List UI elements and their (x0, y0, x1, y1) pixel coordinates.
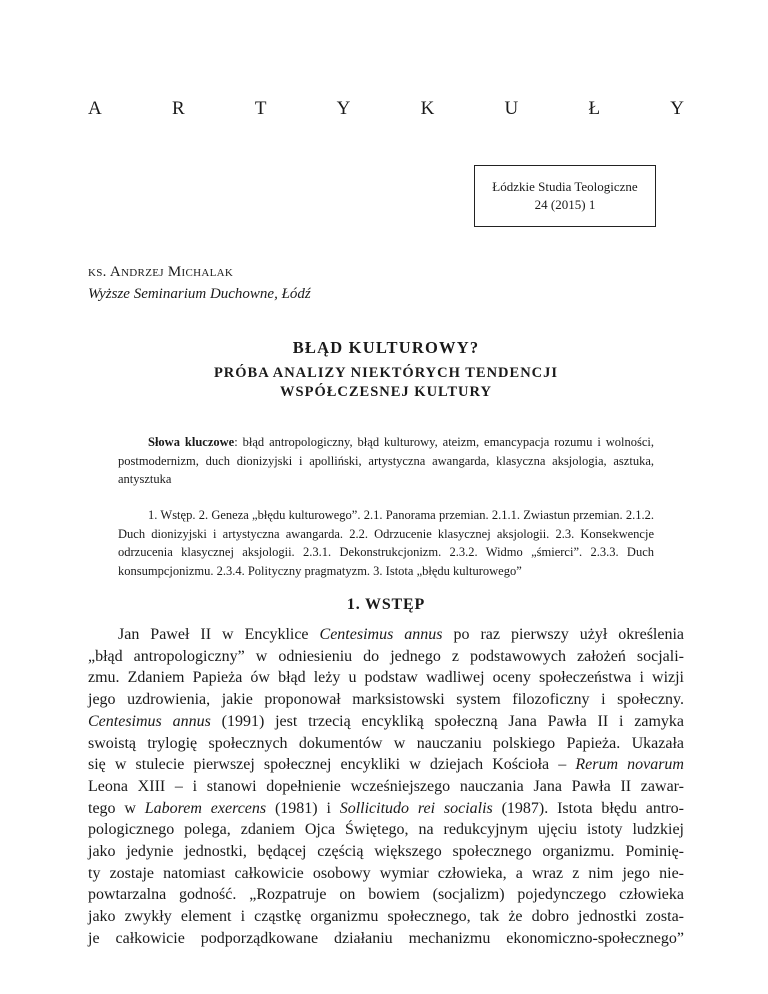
article-title: BŁĄD KULTUROWY? (292, 338, 480, 357)
body-segment: (1981) i (266, 799, 340, 817)
subtitle-line-1: PRÓBA ANALIZY NIEKTÓRYCH TENDENCJI (213, 365, 559, 381)
body-segment: powtarzalna godność. „Rozpatruje on bowiem (socjalizm) pojedynczego człowieka (88, 886, 684, 904)
header-letter: Y (336, 98, 351, 119)
body-segment: po raz pierwszy użył określenia (442, 626, 685, 643)
subtitle-line-2: WSPÓŁCZESNEJ KULTURY (280, 384, 492, 400)
header-letter: A (88, 98, 102, 119)
keywords-text: : błąd antropologiczny, błąd kulturowy, ateizm, emancypacja rozumu i wolności, postmodernizm, duch dionizyjski i apolliński, artystyczna awangarda, klasyczna aksjologia, asztuka, antysztuka (118, 435, 655, 486)
header-letter: K (420, 98, 435, 119)
header-letter: Ł (588, 98, 601, 119)
journal-issue: 24 (2015) 1 (534, 197, 596, 212)
journal-info-box (474, 165, 656, 227)
body-segment: tego w (88, 799, 145, 817)
journal-name: Łódzkie Studia Teologiczne (492, 179, 638, 194)
body-segment: (1991) jest trzecią encykliką społeczną Jana Pawła II i zamyka (210, 712, 685, 730)
section-type-header (88, 98, 684, 120)
body-line (88, 906, 684, 928)
italic-title: Laborem exercens (144, 799, 267, 817)
body-line (88, 624, 684, 646)
header-letter: T (254, 98, 267, 119)
body-segment: Leona XIII – i stanowi dopełnienie wcześniejszego nauczania Jana Pawła II zawar- (88, 777, 684, 795)
body-segment: jako jedynie jednostki, będącej częścią większego społecznego organizmu. Pominię- (88, 843, 684, 861)
body-text (88, 624, 684, 950)
body-line (88, 863, 684, 885)
header-letter: R (171, 98, 185, 119)
author-affiliation: Wyższe Seminarium Duchowne, Łódź (88, 286, 311, 302)
body-line (88, 711, 684, 733)
body-segment: ty zostaje natomiast całkowicie osobowy wymiar człowieka, a wraz z nim jego nie- (88, 864, 684, 882)
body-line (88, 798, 684, 820)
section-heading: 1. WSTĘP (346, 596, 426, 613)
body-line (88, 819, 684, 841)
body-line (88, 689, 684, 711)
header-letter: Y (670, 98, 684, 119)
keywords-label: Słowa kluczowe (148, 435, 235, 449)
body-segment: Jan Paweł II w Encyklice (118, 626, 320, 643)
body-segment: pologicznego polega, zdaniem Ojca Świętego, na redukcyjnym ujęciu istoty ludzkiej (88, 821, 684, 839)
body-segment: jako zwykły element i cząstkę organizmu społecznego, tak że dobro jednostki zosta- (88, 908, 684, 926)
article-subtitle (88, 364, 684, 402)
body-line (88, 667, 684, 689)
italic-title: Rerum novarum (575, 756, 684, 774)
body-line (88, 841, 684, 863)
body-line (88, 754, 684, 776)
keywords-block (118, 433, 654, 489)
body-line (88, 646, 684, 668)
header-letter: U (504, 98, 519, 119)
body-segment: zmu. Zdaniem Papieża ów błąd leży u podstaw wadliwej oceny społeczeństwa i wizji (88, 669, 684, 687)
table-of-contents: 1. Wstęp. 2. Geneza „błędu kulturowego”. 2.1. Panorama przemian. 2.1.1. Zwiastun przemian. 2.1.2. Duch dionizyjski i artystyczna awangarda. 2.2. Odrzucenie klasycznej aksjologii. 2.3. Konsekwencje odrzucenia klasycznej aksjologii. 2.3.1. Dekonstrukcjonizm. 2.3.2. Widmo „śmierci”. 2.3.3. Duch konsumpcjonizmu. 2.3.4. Polityczny pragmatyzm. 3. Istota „błędu kulturowego” (118, 508, 654, 578)
body-segment: swoistą trylogię społecznych dokumentów w nauczaniu polskiego Papieża. Ukazała (88, 734, 684, 752)
author-name: ks. Andrzej Michalak (88, 264, 234, 280)
body-line (88, 928, 684, 950)
body-line (88, 884, 684, 906)
body-segment: się w stulecie pierwszej społecznej encykliki w dziejach Kościoła – (88, 756, 576, 774)
body-line (88, 733, 684, 755)
italic-title: Centesimus annus (88, 712, 211, 730)
italic-title: Sollicitudo rei socialis (339, 799, 493, 817)
body-segment: je całkowicie podporządkowane działaniu mechanizmu ekonomiczno-społecznego” (88, 929, 684, 947)
body-segment: (1987). Istota błędu antro- (492, 799, 685, 817)
body-line (88, 776, 684, 798)
body-segment: „błąd antropologiczny” w odniesieniu do jednego z podstawowych założeń socjali- (88, 647, 684, 665)
body-segment: jego uzdrowienia, jakie proponował marksistowski system filozoficzny i społeczny. (88, 691, 684, 709)
italic-title: Centesimus annus (319, 626, 443, 643)
